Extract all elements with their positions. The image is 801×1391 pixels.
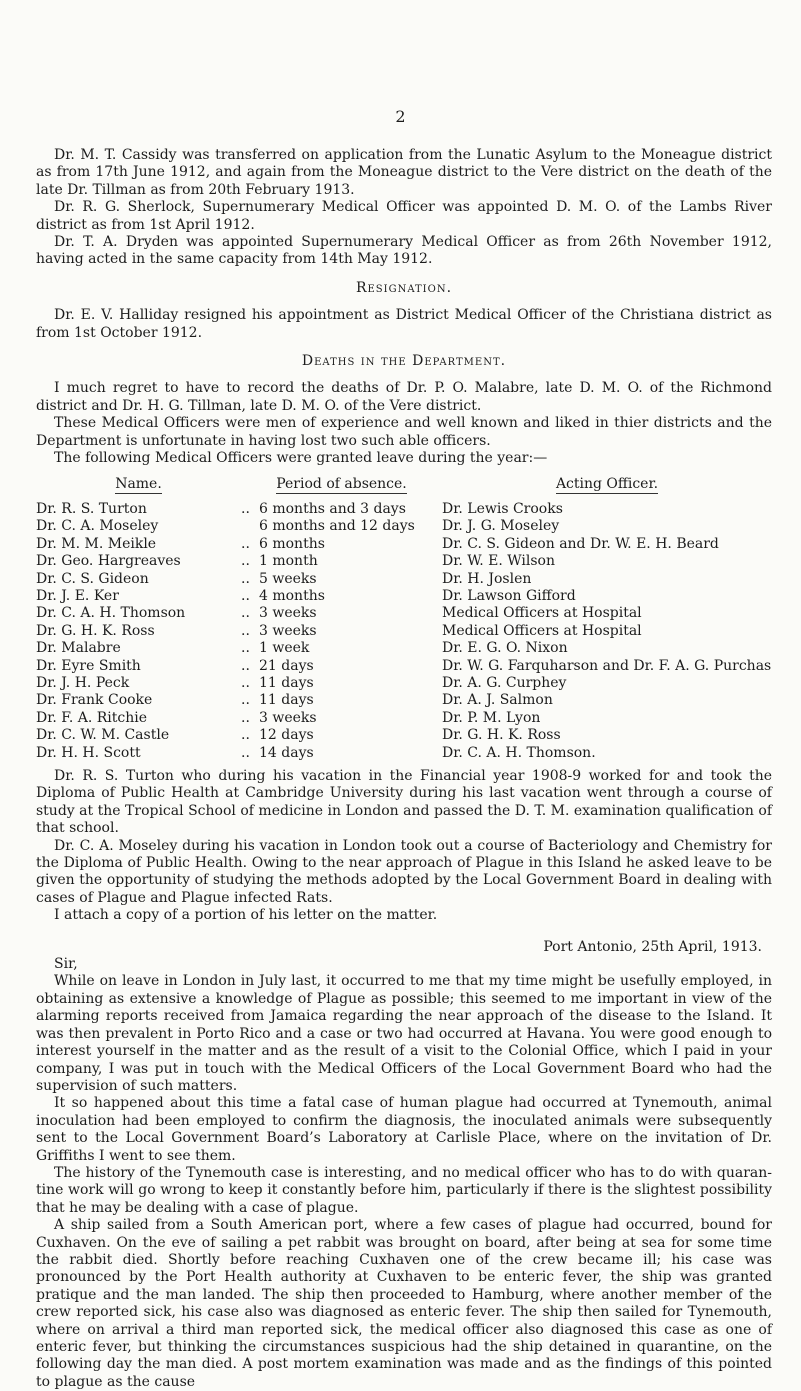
- period-text: 1 month: [259, 553, 318, 570]
- leader-dots: ..: [241, 640, 250, 657]
- period-cell: [241, 588, 442, 605]
- acting-cell: Dr. C. S. Gideon and Dr. W. E. H. Beard: [442, 535, 719, 552]
- period-cell: [241, 745, 442, 762]
- period-text: 12 days: [259, 727, 314, 744]
- leave-table-row: [36, 553, 772, 570]
- leave-table-row: [36, 536, 772, 553]
- period-text: 6 months and 12 days: [259, 518, 415, 535]
- period-text: 11 days: [259, 692, 314, 709]
- leader-dots: ..: [241, 657, 250, 674]
- deaths-heading: Deaths in the Department.: [301, 353, 507, 370]
- intro-paragraph: Dr. R. G. Sherlock, Supernumerary Medical Officer was appointed D. M. O. of the Lambs River district as from 1st April 1912.: [36, 199, 772, 233]
- header-acting: Acting Officer.: [555, 475, 659, 492]
- name-cell: Dr. Frank Cooke: [36, 692, 153, 709]
- header-period: Period of absence.: [276, 475, 407, 492]
- name-cell: Dr. R. S. Turton: [36, 500, 147, 517]
- letter-paragraph: It so happened about this time a fatal case of human plague had occurred at Tynemouth, animal inoculation had been employed to confirm the diagnosis, the inoculated animals were subsequently sent to the Local Government Board’s Laboratory at Carlisle Place, where on the invitation of Dr. Griffiths I went to see them.: [36, 1095, 772, 1164]
- page-number: 2: [395, 107, 406, 126]
- period-cell: [241, 518, 442, 535]
- acting-cell: Dr. A. J. Salmon: [442, 692, 553, 709]
- acting-cell: Dr. P. M. Lyon: [442, 709, 541, 726]
- leave-table-row: [36, 623, 772, 640]
- letter-salutation: Sir,: [54, 956, 78, 973]
- period-text: 21 days: [259, 657, 314, 674]
- leave-table-body: [36, 501, 772, 762]
- name-cell: Dr. Malabre: [36, 640, 121, 657]
- intro-paragraph: Dr. T. A. Dryden was appointed Supernumerary Medical Officer as from 26th November 1912, having acted in the same capacity from 14th May 1912.: [36, 234, 772, 268]
- document-body: [36, 147, 772, 1391]
- period-cell: [241, 710, 442, 727]
- intro-paragraph: Dr. M. T. Cassidy was transferred on application from the Lunatic Asylum to the Moneague district as from 17th June 1912, and again from the Moneague district to the Vere district on the death of the late Dr. Tillman as from 20th February 1913.: [36, 147, 772, 198]
- acting-cell: Dr. A. G. Curphey: [442, 674, 567, 691]
- name-cell: Dr. Geo. Hargreaves: [36, 553, 181, 570]
- period-text: 11 days: [259, 674, 314, 691]
- name-cell: Dr. C. W. M. Castle: [36, 727, 170, 744]
- period-cell: [241, 640, 442, 657]
- acting-cell: Medical Officers at Hospital: [442, 605, 642, 622]
- leader-dots: ..: [241, 622, 250, 639]
- period-text: 3 weeks: [259, 605, 317, 622]
- letter-paragraph: The history of the Tynemouth case is interesting, and no medical officer who has to do with quarantine work will go wrong to keep it constantly before him, particularly if there is the slightest possibility that he may be dealing with a case of plague.: [36, 1164, 772, 1216]
- letter-place-date: Port Antonio, 25th April, 1913.: [543, 938, 762, 955]
- period-cell: [241, 692, 442, 709]
- period-text: 6 months: [259, 535, 325, 552]
- acting-cell: Dr. W. G. Farquharson and Dr. F. A. G. Purchas: [442, 657, 772, 674]
- leave-table-row: [36, 692, 772, 709]
- leader-dots: ..: [241, 744, 250, 761]
- letter-paragraph: While on leave in London in July last, it occurred to me that my time might be usefully employed, in obtaining as extensive a knowledge of Plague as possible; this seemed to me important in view of the alarming reports received from Jamaica regarding the near approach of the disease to the Island. It was then prevalent in Porto Rico and a case or two had occurred at Havana. You were good enough to interest yourself in the matter and as the result of a visit to the Colonial Office, which I paid in your company, I was put in touch with the Medical Officers of the Local Government Board who had the supervision of such matters.: [36, 973, 772, 1094]
- acting-cell: Dr. H. Joslen: [442, 570, 532, 587]
- acting-cell: Dr. W. E. Wilson: [442, 553, 555, 570]
- leave-table-row: [36, 658, 772, 675]
- after-table-paragraph: Dr. R. S. Turton who during his vacation in the Financial year 1908-9 worked for and took the Diploma of Public Health at Cambridge University during his last vacation went through a course of study at the Tropical School of medicine in London and passed the D. T. M. examination qualification of that school.: [36, 768, 772, 837]
- period-text: 14 days: [259, 744, 314, 761]
- resignation-heading: Resignation.: [355, 279, 453, 296]
- acting-cell: Medical Officers at Hospital: [442, 622, 642, 639]
- deaths-paragraph: The following Medical Officers were granted leave during the year:—: [54, 450, 548, 467]
- name-cell: Dr. C. A. H. Thomson: [36, 605, 186, 622]
- acting-cell: Dr. Lawson Gifford: [442, 587, 576, 604]
- name-cell: Dr. H. H. Scott: [36, 744, 141, 761]
- name-cell: Dr. G. H. K. Ross: [36, 622, 155, 639]
- period-text: 3 weeks: [259, 622, 317, 639]
- leader-dots: ..: [241, 587, 250, 604]
- period-cell: [241, 501, 442, 518]
- period-cell: [241, 553, 442, 570]
- name-cell: Dr. C. S. Gideon: [36, 570, 149, 587]
- leave-table-row: [36, 640, 772, 657]
- deaths-paragraph: I much regret to have to record the deaths of Dr. P. O. Malabre, late D. M. O. of the Richmond district and Dr. H. G. Tillman, late D. M. O. of the Vere district.: [36, 380, 772, 414]
- period-cell: [241, 571, 442, 588]
- acting-cell: Dr. J. G. Moseley: [442, 518, 560, 535]
- leave-table-row: [36, 727, 772, 744]
- leave-table-row: [36, 501, 772, 518]
- leader-dots: ..: [241, 605, 250, 622]
- leave-table-row: [36, 675, 772, 692]
- leader-dots: ..: [241, 692, 250, 709]
- leader-dots: ..: [241, 535, 250, 552]
- period-text: 1 week: [259, 640, 310, 657]
- leave-table-row: [36, 745, 772, 762]
- deaths-paragraph: These Medical Officers were men of experience and well known and liked in thier districts and the Department is unfortunate in having lost two such able officers.: [36, 415, 772, 449]
- leader-dots: ..: [241, 674, 250, 691]
- period-cell: [241, 675, 442, 692]
- leader-dots: ..: [241, 500, 250, 517]
- leave-table-header-row: [36, 476, 772, 501]
- leader-dots: ..: [241, 570, 250, 587]
- leader-dots: ..: [241, 553, 250, 570]
- letter-paragraph: A ship sailed from a South American port, where a few cases of plague had occurred, bound for Cuxhaven. On the eve of sailing a pet rabbit was brought on board, after being at sea for some time the rabbit died. Shortly before reaching Cuxhaven one of the crew became ill; his case was pronounced by the Port Health authority at Cuxhaven to be enteric fever, the ship was granted pratique and the man landed. The ship then proceeded to Hamburg, where another member of the crew reported sick, his case also was diagnosed as enteric fever. The ship then sailed for Tynemouth, where on arrival a third man reported sick, the medical officer also diagnosed this case as one of enteric fever, but thinking the circumstances suspicious had the ship detained in quarantine, on the following day the man died. A post mortem examination was made and as the findings of this pointed to plague as the cause: [36, 1217, 772, 1390]
- acting-cell: Dr. G. H. K. Ross: [442, 727, 561, 744]
- after-table-paragraph: Dr. C. A. Moseley during his vacation in London took out a course of Bacteriology and Chemistry for the Diploma of Public Health. Owing to the near approach of Plague in this Island he asked leave to be given the opportunity of studying the methods adopted by the Local Government Board in dealing with cases of Plague and Plague infected Rats.: [36, 837, 772, 906]
- period-cell: [241, 727, 442, 744]
- name-cell: Dr. M. M. Meikle: [36, 535, 157, 552]
- name-cell: Dr. J. E. Ker: [36, 587, 119, 604]
- after-table-paragraph: I attach a copy of a portion of his letter on the matter.: [54, 907, 438, 924]
- period-cell: [241, 658, 442, 675]
- name-cell: Dr. F. A. Ritchie: [36, 709, 147, 726]
- period-text: 6 months and 3 days: [259, 500, 406, 517]
- leader-dots: ..: [241, 727, 250, 744]
- name-cell: Dr. C. A. Moseley: [36, 518, 159, 535]
- leave-table-row: [36, 518, 772, 535]
- leave-table-row: [36, 710, 772, 727]
- period-text: 3 weeks: [259, 709, 317, 726]
- leave-table-row: [36, 588, 772, 605]
- resignation-paragraph: Dr. E. V. Halliday resigned his appointment as District Medical Officer of the Christiana district as from 1st October 1912.: [36, 307, 772, 341]
- period-text: 4 months: [259, 587, 325, 604]
- acting-cell: Dr. Lewis Crooks: [442, 500, 563, 517]
- acting-cell: Dr. E. G. O. Nixon: [442, 640, 568, 657]
- name-cell: Dr. Eyre Smith: [36, 657, 141, 674]
- leader-dots: ..: [241, 709, 250, 726]
- leave-table-row: [36, 605, 772, 622]
- period-text: 5 weeks: [259, 570, 317, 587]
- period-cell: [241, 605, 442, 622]
- period-cell: [241, 536, 442, 553]
- name-cell: Dr. J. H. Peck: [36, 674, 130, 691]
- period-cell: [241, 623, 442, 640]
- header-name: Name.: [115, 475, 162, 492]
- acting-cell: Dr. C. A. H. Thomson.: [442, 744, 596, 761]
- leave-table: [36, 476, 772, 763]
- leave-table-row: [36, 571, 772, 588]
